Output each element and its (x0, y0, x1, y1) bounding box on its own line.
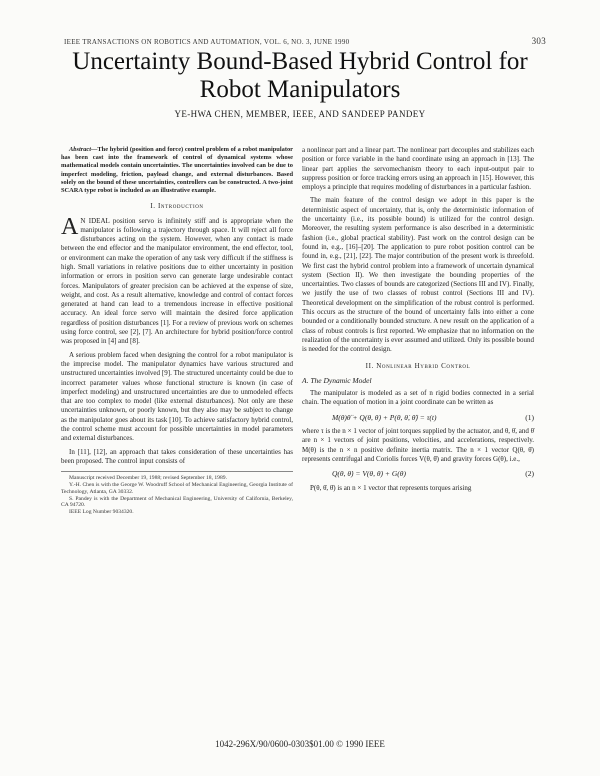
equation-2-number: (2) (525, 469, 534, 479)
footnote-log-number: IEEE Log Number 9034320. (69, 509, 134, 516)
intro-paragraph-1 (61, 213, 293, 347)
footnote-author-1: Y.-H. Chen is with the George W. Woodruff School of Mechanical Engineering, Georgia Institute of Technology, Atlanta, GA 30332. (61, 482, 293, 495)
intro-paragraph-1-text: N IDEAL position servo is infinitely stiff and is appropriate when the manipulator is following a trajectory through space. It will reject all force disturbances acting on the system. However, when any contact is made between the end effector and the manipulator environment, the end effector, tool, or environment can make the operation of any task very difficult if the stiffness is high. Small variations in relative positions due to either uncertainty in position information or errors in position servo can generate large undesirable contact forces. Manipulators of greater precision can be achieved at the expense of size, weight, and cost. As a result alternative, knowledge and control of contact forces generated at hand can lead to a tremendous increase in effective positional accuracy. An ideal force servo will maintain the desired force application regardless of position disturbances [1]. For a review of previous work on schemes using force control, see [2], [7]. An architecture for hybrid position/force control was proposed in [4] and [8]. (61, 216, 293, 346)
footnotes (61, 471, 293, 516)
author-line: YE-HWA CHEN, MEMBER, IEEE, AND SANDEEP PANDEY (174, 109, 426, 119)
right-paragraph-2: The main feature of the control design we adopt in this paper is the deterministic aspect of uncertainty, that is, only the deterministic information of the uncertainty (i.e., its possible bound) is utilized for the control design. Moreover, the resulting system performance is also described in a deterministic fashion (i.e., global practical stability). Past work on the control design can be found in, e.g., [16]–[20]. The application to pure robot position control can be found in, e.g., [21], [22]. The major contribution of the present work is threefold. We first cast the hybrid control problem into a framework of uncertain dynamical system (Section II). We then investigate the bounding properties of the uncertainties. Two classes of bounds are categorized (Sections III and IV). Finally, we justify the use of two classes of robust control (Sections III and IV). Theoretical development on the simplification of the robust control is performed. This occurs as the structure of the bound of uncertainty falls into either a cone bounded or a conditionally bounded structure. A new result on the application of a class of robust controls is first reported. We emphasize that no information on the realization of the uncertainty is ever assumed and utilized. Only its possible bound is needed for the control design. (302, 196, 534, 354)
page-number: 303 (531, 36, 546, 46)
footnote-manuscript: Manuscript received December 19, 1988; revised September 18, 1989. (69, 475, 227, 482)
paper-title: Uncertainty Bound-Based Hybrid Control for Robot Manipulators (72, 48, 528, 103)
section-heading-introduction: I. Introduction (150, 202, 204, 211)
section-heading-hybrid-control: II. Nonlinear Hybrid Control (365, 361, 471, 370)
drop-cap: A (61, 213, 79, 240)
abstract-text: The hybrid (position and force) control problem of a robot manipulator has been cast into the framework of control of dynamical systems whose mathematical models contain uncertainties. The uncertainties involved can be due to imperfect modeling, friction, payload change, and external disturbances. Based solely on the bound of these uncertainties, controllers can be constructed. A two-joint SCARA type robot is included as an illustrative example. (61, 146, 293, 195)
right-column (302, 146, 534, 497)
equation-2-body: Q(θ, θ̇) = V(θ, θ̇) + G(θ) (332, 469, 406, 479)
journal-citation: IEEE TRANSACTIONS ON ROBOTICS AND AUTOMATION, VOL. 6, NO. 3, JUNE 1990 (64, 38, 350, 46)
right-paragraph-3: The manipulator is modeled as a set of n rigid bodies connected in a serial chain. The equation of motion in a joint coordinate can be written as (302, 389, 534, 407)
copyright-footer: 1042-296X/90/0600-0303$01.00 © 1990 IEEE (215, 739, 385, 749)
right-paragraph-1: a nonlinear part and a linear part. The nonlinear part decouples and stabilizes each position or force variable in the hand coordinate using an approach in [13]. The linear part applies the servomechanism theory to each input-output pair to suppress position or force tracking errors using an approach in [15]. However, this employs a principle that requires modeling of disturbances in a particular fashion. (302, 146, 534, 192)
intro-paragraph-2: A serious problem faced when designing the control for a robot manipulator is the imprecise model. The manipulator dynamics have various structured and unstructured uncertainties involved [9]. The structured uncertainty could be due to incorrect parameter values whose functional structure is known (in case of imperfect modeling) and unstructured uncertainties are due to unmodeled effects that are too complex to model (like external disturbances). Not only are these uncertainties unknown, or poorly known, but they also may be subject to change as the manipulator goes about its task [10]. To achieve satisfactory hybrid control, the control scheme must account for possible uncertainties in model parameters and external disturbances. (61, 350, 293, 443)
abstract-label: Abstract— (69, 146, 98, 153)
subsection-heading-dynamic-model: A. The Dynamic Model (302, 375, 372, 385)
intro-paragraph-3: In [11], [12], an approach that takes consideration of these uncertainties has been proposed. The control input consists of (61, 447, 293, 465)
equation-1 (302, 413, 534, 422)
equation-1-body: M(θ)θ̈ + Q(θ, θ̇) + P(θ, θ̇, θ̈) = τ(t) (332, 412, 437, 422)
equation-1-number: (1) (525, 412, 534, 422)
right-paragraph-4: where τ is the n × 1 vector of joint torques supplied by the actuator, and θ, θ̇, and θ̈ are n × 1 vectors of joint positions, velocities, and accelerations, respectively. M(θ) is the n × n positive definite inertia matrix. The n × 1 vector Q(θ, θ̇) represents centrifugal and Coriolis forces V(θ, θ̇) and gravity forces G(θ), i.e., (302, 427, 534, 463)
running-head (64, 38, 546, 46)
right-paragraph-5: P(θ, θ̇, θ̈) is an n × 1 vector that represents torques arising (310, 483, 472, 492)
equation-2 (302, 469, 534, 478)
abstract (61, 146, 293, 195)
footnote-author-2: S. Pandey is with the Department of Mechanical Engineering, University of California, Berkeley, CA 94720. (61, 495, 293, 509)
left-column (61, 146, 293, 516)
